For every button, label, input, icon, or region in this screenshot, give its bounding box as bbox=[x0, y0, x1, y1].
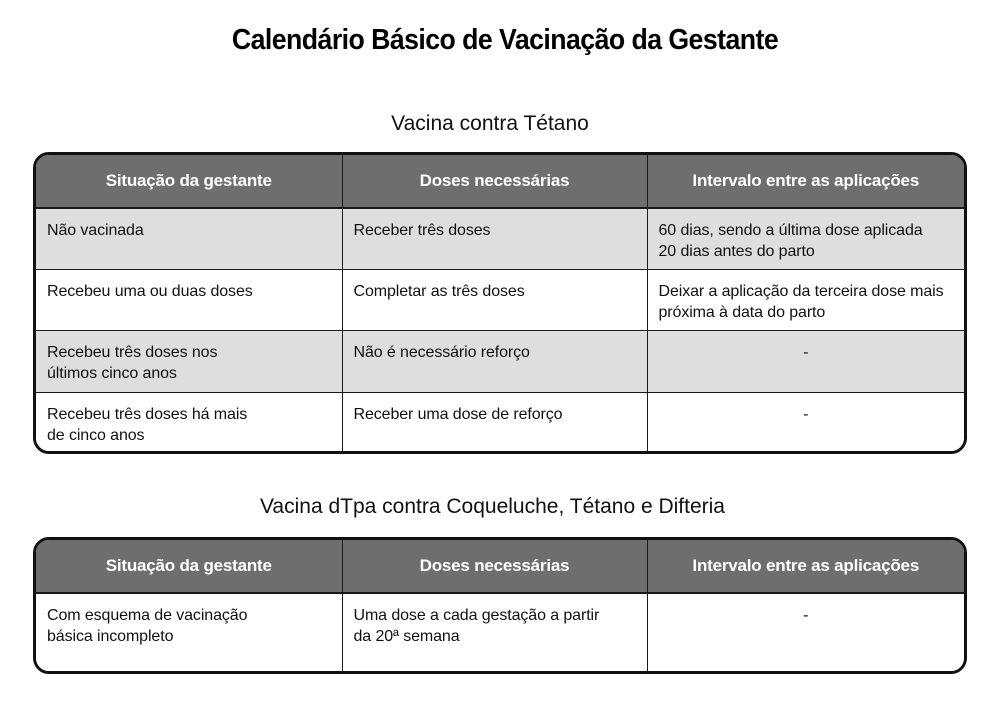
cell-text: Não vacinada bbox=[47, 222, 144, 239]
section-title-dtpa: Vacina dTpa contra Coqueluche, Tétano e Difteria bbox=[259, 495, 725, 518]
section-title-tetano: Vacina contra Tétano bbox=[391, 112, 589, 135]
table-row bbox=[36, 208, 964, 269]
cell-text: últimos cinco anos bbox=[47, 364, 177, 382]
cell-text: Com esquema de vacinação bbox=[47, 607, 248, 624]
cell-doses bbox=[342, 593, 647, 671]
cell-text: Deixar a aplicação da terceira dose mais bbox=[658, 282, 944, 300]
table-header-row bbox=[36, 155, 964, 208]
cell-text: Receber uma dose de reforço bbox=[353, 405, 563, 423]
cell-situacao bbox=[36, 392, 342, 451]
column-header-doses: Doses necessárias bbox=[342, 155, 647, 208]
table-row bbox=[36, 593, 964, 671]
cell-doses bbox=[342, 269, 647, 330]
cell-text: Completar as três doses bbox=[353, 282, 525, 300]
cell-intervalo bbox=[647, 269, 964, 330]
table-row bbox=[36, 269, 964, 330]
table-tetano bbox=[33, 152, 967, 454]
table-row bbox=[36, 392, 964, 451]
table-row bbox=[36, 330, 964, 392]
cell-text: 60 dias, sendo a última dose aplicada bbox=[658, 222, 923, 239]
cell-text: Não é necessário reforço bbox=[353, 343, 530, 361]
cell-text: Recebeu uma ou duas doses bbox=[47, 282, 253, 300]
cell-situacao bbox=[36, 208, 342, 269]
cell-text: - bbox=[803, 405, 809, 423]
cell-text: da 20ª semana bbox=[353, 628, 460, 645]
cell-text: Receber três doses bbox=[353, 222, 491, 239]
column-header-situacao: Situação da gestante bbox=[36, 540, 342, 593]
cell-text: 20 dias antes do parto bbox=[658, 243, 815, 260]
column-header-intervalo: Intervalo entre as aplicações bbox=[647, 155, 964, 208]
cell-situacao bbox=[36, 330, 342, 392]
cell-intervalo bbox=[647, 593, 964, 671]
table-dtpa bbox=[33, 537, 967, 674]
cell-text: - bbox=[803, 607, 809, 624]
cell-doses bbox=[342, 392, 647, 451]
column-header-situacao: Situação da gestante bbox=[36, 155, 342, 208]
cell-doses bbox=[342, 208, 647, 269]
column-header-doses: Doses necessárias bbox=[342, 540, 647, 593]
cell-text: - bbox=[803, 343, 809, 361]
cell-situacao bbox=[36, 269, 342, 330]
column-header-intervalo: Intervalo entre as aplicações bbox=[647, 540, 964, 593]
cell-doses bbox=[342, 330, 647, 392]
page-title: Calendário Básico de Vacinação da Gestante bbox=[231, 24, 779, 56]
cell-intervalo bbox=[647, 330, 964, 392]
cell-situacao bbox=[36, 593, 342, 671]
cell-text: Recebeu três doses nos bbox=[47, 343, 218, 361]
cell-text: básica incompleto bbox=[47, 628, 174, 645]
cell-text: Recebeu três doses há mais bbox=[47, 405, 248, 423]
cell-intervalo bbox=[647, 392, 964, 451]
cell-text: Uma dose a cada gestação a partir bbox=[353, 607, 600, 624]
cell-text: próxima à data do parto bbox=[658, 303, 826, 321]
cell-intervalo bbox=[647, 208, 964, 269]
table-header-row bbox=[36, 540, 964, 593]
cell-text: de cinco anos bbox=[47, 426, 145, 444]
